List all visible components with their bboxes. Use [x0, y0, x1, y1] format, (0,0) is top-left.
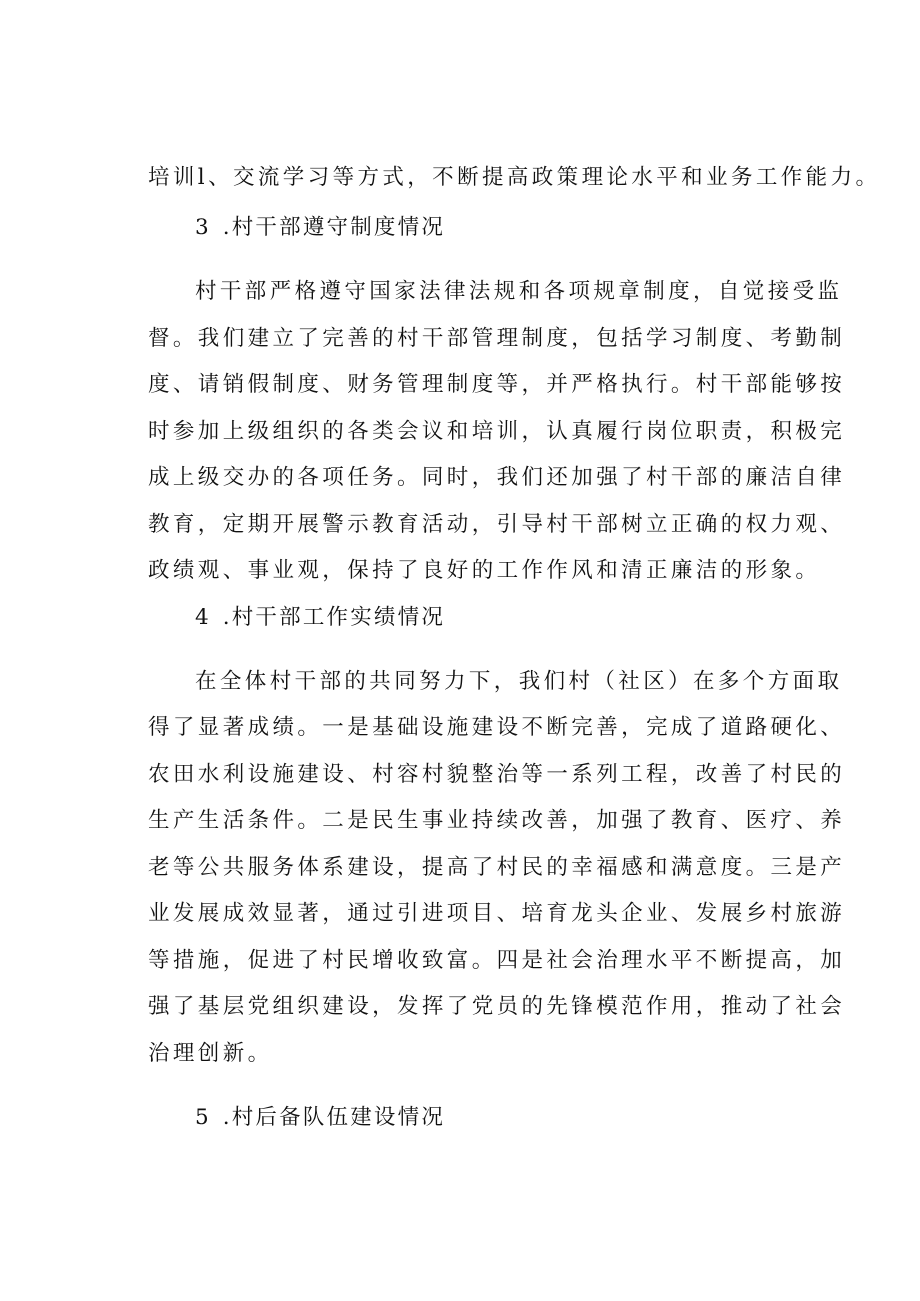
section-4-paragraph-line: 业发展成效显著，通过引进项目、培育龙头企业、发展乡村旅游: [148, 901, 846, 926]
section-4-paragraph-line: 老等公共服务体系建设，提高了村民的幸福感和满意度。三是产: [148, 855, 846, 880]
section-4-paragraph-line: 得了显著成绩。一是基础设施建设不断完善，完成了道路硬化、: [148, 715, 846, 740]
section-3-number: 3: [195, 215, 209, 240]
section-4-number: 4: [195, 605, 209, 630]
section-4-paragraph-line: 强了基层党组织建设，发挥了党员的先锋模范作用，推动了社会: [148, 994, 846, 1019]
section-4-paragraph-line: 治理创新。: [148, 1041, 273, 1066]
section-5-title: .村后备队伍建设情况: [222, 1105, 446, 1130]
section-5-heading: [195, 1103, 850, 1133]
section-5-number: 5: [195, 1105, 209, 1130]
section-3-paragraph-line: 村干部严格遵守国家法律法规和各项规章制度，自觉接受监: [195, 279, 843, 304]
section-3-paragraph-line: 时参加上级组织的各类会议和培训，认真履行岗位职责，积极完: [148, 419, 846, 444]
section-4-heading: [195, 603, 850, 633]
section-4-paragraph-line: 等措施，促进了村民增收致富。四是社会治理水平不断提高，加: [148, 948, 846, 973]
section-3-paragraph-line: 督。我们建立了完善的村干部管理制度，包括学习制度、考勤制: [148, 326, 846, 351]
section-3-heading: [195, 213, 850, 243]
section-3-title: .村干部遵守制度情况: [222, 215, 446, 240]
paragraph-continuation-line: 培训l、交流学习等方式，不断提高政策理论水平和业务工作能力。: [148, 165, 881, 190]
section-3-paragraph-line: 成上级交办的各项任务。同时，我们还加强了村干部的廉洁自律: [148, 465, 846, 490]
section-4-title: .村干部工作实绩情况: [222, 605, 446, 630]
section-4-paragraph-line: 在全体村干部的共同努力下，我们村（社区）在多个方面取: [195, 669, 843, 694]
section-4-paragraph-line: 农田水利设施建设、村容村貌整治等一系列工程，改善了村民的: [148, 762, 846, 787]
section-4-paragraph-line: 生产生活条件。二是民生事业持续改善，加强了教育、医疗、养: [148, 808, 846, 833]
section-3-paragraph-line: 教育，定期开展警示教育活动，引导村干部树立正确的权力观、: [148, 512, 846, 537]
section-3-paragraph-line: 政绩观、事业观，保持了良好的工作作风和清正廉洁的形象。: [148, 558, 821, 583]
section-3-paragraph-line: 度、请销假制度、财务管理制度等，并严格执行。村干部能够按: [148, 372, 846, 397]
